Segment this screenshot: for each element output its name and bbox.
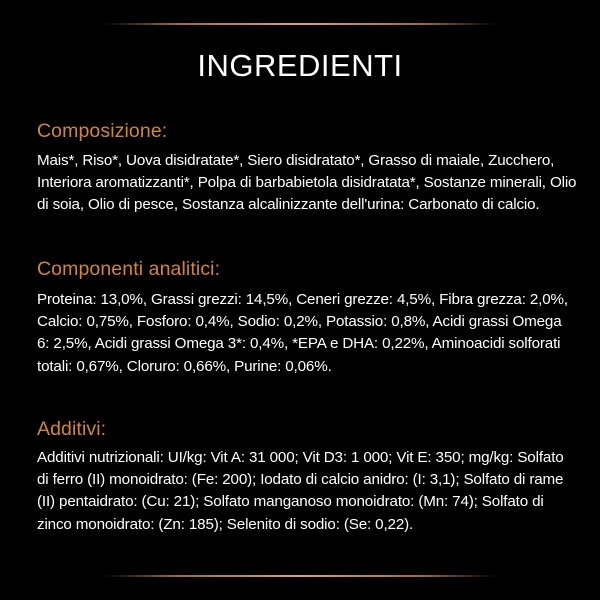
top-gold-divider — [104, 23, 496, 25]
analytical-components-heading: Componenti analitici: — [37, 258, 221, 280]
analytical-components-text: Proteina: 13,0%, Grassi grezzi: 14,5%, Ceneri grezze: 4,5%, Fibra grezza: 2,0%, Calcio: 0,75%, Fosforo: 0,4%, Sodio: 0,2%, Potassio: 0,8%, Acidi grassi Omega 6: 2,5%, Acidi grassi Omega 3*: 0,4%, *EPA e DHA: 0,22%, Aminoacidi solforati totali: 0,67%, Cloruro: 0,66%, Purine: 0,06%. — [37, 291, 568, 375]
additives-text: Additivi nutrizionali: UI/kg: Vit A: 31 000; Vit D3: 1 000; Vit E: 350; mg/kg: Solfato di ferro (II) monoidrato: (Fe: 200); Iodato di calcio anidro: (I: 3,1); Solfato di rame (II) pentaidrato: (Cu: 21); Solfato manganoso monoidrato: (Mn: 74); Solfato di zinco monoidrato: (Zn: 185); Selenito di sodio: (Se: 0,22). — [37, 449, 564, 533]
additives-heading: Additivi: — [37, 418, 107, 440]
composition-heading: Composizione: — [37, 120, 168, 142]
page-title: INGREDIENTI — [197, 48, 403, 83]
composition-text: Mais*, Riso*, Uova disidratate*, Siero disidratato*, Grasso di maiale, Zucchero, Interiora aromatizzanti*, Polpa di barbabietola disidratata*, Sostanze minerali, Olio di soia, Olio di pesce, Sostanza alcalinizzante dell'urina: Carbonato di calcio. — [37, 152, 577, 214]
bottom-gold-divider — [104, 575, 496, 577]
